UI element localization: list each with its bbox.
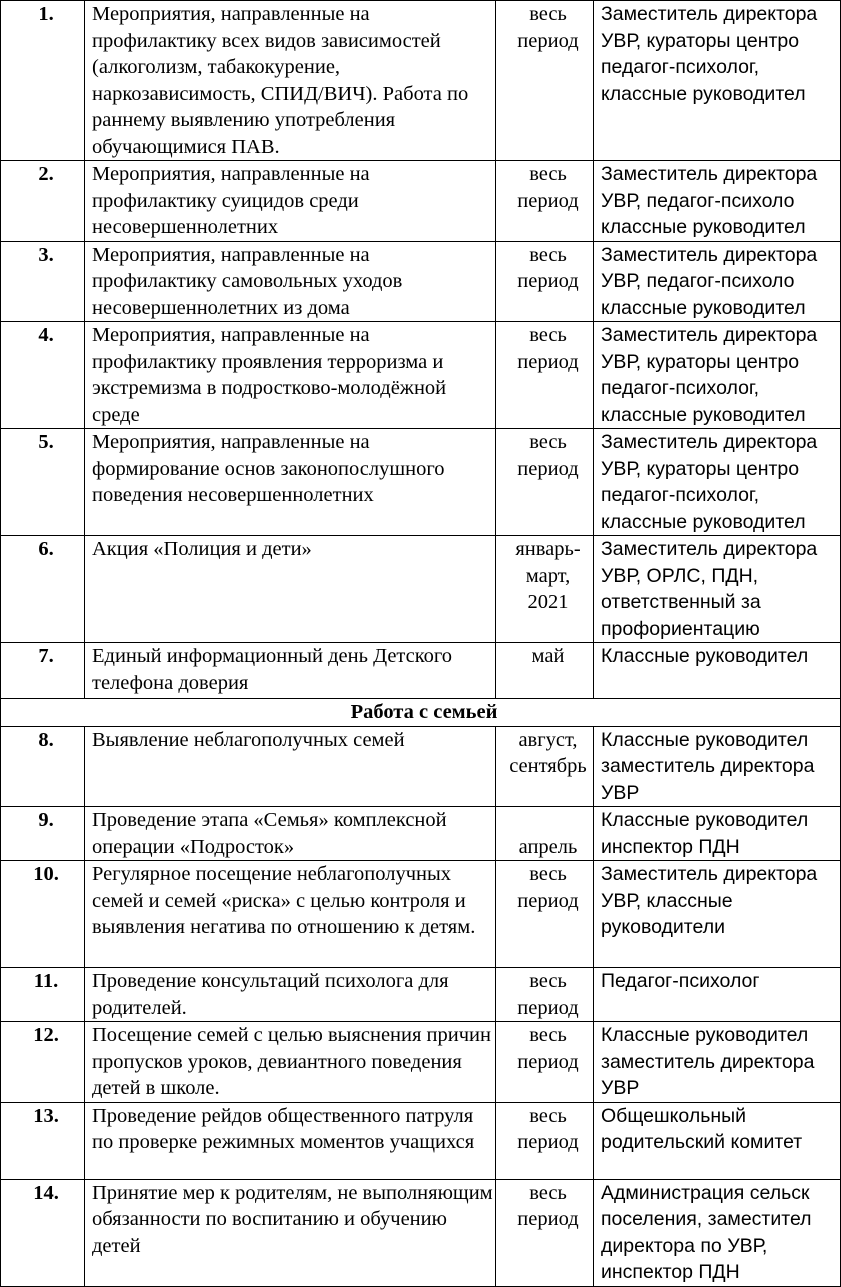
- responsible-line: Классные руководител: [601, 1024, 809, 1046]
- table-row: [1, 643, 841, 699]
- responsible-persons: [594, 643, 841, 699]
- period-text: весь период: [517, 1024, 579, 1073]
- event-description: Мероприятия, направленные на профилактику самовольных уходов несовершеннолетних из дома: [85, 241, 496, 322]
- responsible-line: классные руководител: [601, 216, 806, 238]
- responsible-line: классные руководител: [601, 510, 806, 533]
- event-description: Мероприятия, направленные на профилактику проявления терроризма и экстремизма в подростково-молодёжной среде: [85, 322, 496, 429]
- table-body-block-1: [1, 1, 841, 699]
- period-text: весь период: [517, 431, 579, 480]
- responsible-line: Классные руководител: [601, 728, 809, 751]
- event-period: [496, 322, 594, 429]
- responsible-line: инспектор ПДН: [601, 835, 740, 858]
- responsible-line: заместитель директора: [601, 1050, 815, 1073]
- period-text: весь период: [517, 1104, 579, 1153]
- responsible-persons: [594, 861, 841, 968]
- responsible-line: профориентацию: [601, 617, 760, 640]
- responsible-line: классные руководител: [601, 296, 806, 319]
- responsible-line: Педагог-психолог: [601, 970, 760, 992]
- responsible-line: УВР, педагог-психоло: [601, 270, 795, 292]
- table-row: [1, 322, 841, 429]
- responsible-line: УВР, классные: [601, 889, 733, 912]
- responsible-line: Заместитель директора: [601, 3, 818, 25]
- responsible-line: педагог-психолог,: [601, 56, 760, 78]
- responsible-line: Администрация сельск: [601, 1181, 810, 1204]
- table-row: [1, 807, 841, 861]
- responsible-line: классные руководител: [601, 82, 806, 105]
- event-description: Принятие мер к родителям, не выполняющим обязанности по воспитанию и обучению детей: [85, 1179, 496, 1286]
- event-description: Единый информационный день Детского телефона доверия: [85, 643, 496, 699]
- row-number: 5.: [1, 429, 85, 536]
- responsible-line: ответственный за: [601, 591, 761, 613]
- section-header: [1, 699, 841, 727]
- event-period: [496, 1, 594, 161]
- row-number: 10.: [1, 861, 85, 968]
- event-description: Проведение консультаций психолога для родителей.: [85, 968, 496, 1022]
- event-description: Мероприятия, направленные на профилактику всех видов зависимостей (алкоголизм, табакокурение, наркозависимость, СПИД/ВИЧ). Работа по раннему выявлению употребления обучающимися ПАВ.: [85, 1, 496, 161]
- table-row: [1, 861, 841, 968]
- table-row: [1, 1022, 841, 1103]
- period-text: май: [531, 645, 565, 667]
- responsible-line: директора по УВР,: [601, 1234, 768, 1257]
- responsible-persons: [594, 1022, 841, 1103]
- event-description: Проведение рейдов общественного патруля по проверке режимных моментов учащихся: [85, 1102, 496, 1179]
- responsible-line: Заместитель директора: [601, 431, 818, 453]
- row-number: 2.: [1, 161, 85, 242]
- table-row: [1, 968, 841, 1022]
- table-row: [1, 1102, 841, 1179]
- event-period: [496, 429, 594, 536]
- responsible-persons: [594, 241, 841, 322]
- row-number: 6.: [1, 536, 85, 643]
- responsible-persons: [594, 536, 841, 643]
- table-row: [1, 161, 841, 242]
- table-body-block-2: [1, 726, 841, 1286]
- row-number: 12.: [1, 1022, 85, 1103]
- table-row: [1, 1179, 841, 1286]
- responsible-line: поселения, заместител: [601, 1208, 812, 1230]
- section-title: Работа с семьей: [1, 699, 841, 727]
- responsible-persons: [594, 968, 841, 1022]
- period-text: апрель: [518, 835, 578, 858]
- row-number: 7.: [1, 643, 85, 699]
- responsible-line: классные руководител: [601, 403, 806, 426]
- row-number: 8.: [1, 726, 85, 807]
- responsible-persons: [594, 1179, 841, 1286]
- period-text: август, сентябрь: [509, 728, 587, 777]
- responsible-line: УВР, кураторы центро: [601, 457, 800, 480]
- event-period: [496, 1102, 594, 1179]
- responsible-line: УВР, кураторы центро: [601, 29, 800, 52]
- responsible-line: УВР: [601, 781, 640, 804]
- event-period: [496, 161, 594, 242]
- responsible-line: УВР, ОРЛС, ПДН,: [601, 564, 759, 587]
- responsible-line: педагог-психолог,: [601, 377, 760, 399]
- row-number: 3.: [1, 241, 85, 322]
- event-period: [496, 1179, 594, 1286]
- period-text: весь период: [517, 3, 579, 52]
- period-text: весь период: [517, 163, 579, 212]
- row-number: 13.: [1, 1102, 85, 1179]
- responsible-line: родительский комитет: [601, 1131, 803, 1153]
- event-description: Мероприятия, направленные на формирование основ законопослушного поведения несовершеннолетних: [85, 429, 496, 536]
- responsible-line: УВР: [601, 1077, 640, 1099]
- responsible-line: Заместитель директора: [601, 243, 818, 266]
- event-description: Акция «Полиция и дети»: [85, 536, 496, 643]
- event-description: Регулярное посещение неблагополучных семей и семей «риска» с целью контроля и выявления негатива по отношению к детям.: [85, 861, 496, 968]
- responsible-persons: [594, 161, 841, 242]
- row-number: 9.: [1, 807, 85, 861]
- event-period: [496, 1022, 594, 1103]
- table-row: [1, 1, 841, 161]
- event-period: [496, 968, 594, 1022]
- event-description: Проведение этапа «Семья» комплексной операции «Подросток»: [85, 807, 496, 861]
- responsible-persons: [594, 807, 841, 861]
- event-description: Посещение семей с целью выяснения причин пропусков уроков, девиантного поведения детей в школе.: [85, 1022, 496, 1103]
- event-period: [496, 536, 594, 643]
- event-period: [496, 861, 594, 968]
- row-number: 1.: [1, 1, 85, 161]
- responsible-persons: [594, 1102, 841, 1179]
- responsible-line: руководители: [601, 916, 725, 938]
- table-row: [1, 726, 841, 807]
- period-text: весь период: [517, 324, 579, 373]
- responsible-line: Общешкольный: [601, 1104, 747, 1127]
- responsible-persons: [594, 726, 841, 807]
- event-period: [496, 807, 594, 861]
- responsible-line: УВР, кураторы центро: [601, 350, 800, 373]
- responsible-line: Заместитель директора: [601, 324, 818, 346]
- event-description: Выявление неблагополучных семей: [85, 726, 496, 807]
- period-text: весь период: [517, 970, 579, 1019]
- responsible-line: заместитель директора: [601, 755, 815, 777]
- event-period: [496, 241, 594, 322]
- responsible-line: УВР, педагог-психоло: [601, 189, 795, 212]
- period-text: весь период: [517, 1181, 579, 1230]
- period-text: весь период: [517, 243, 579, 292]
- section-row: [1, 699, 841, 727]
- responsible-persons: [594, 429, 841, 536]
- table-row: [1, 536, 841, 643]
- row-number: 11.: [1, 968, 85, 1022]
- responsible-persons: [594, 322, 841, 429]
- responsible-line: Классные руководител: [601, 645, 809, 667]
- responsible-line: Заместитель директора: [601, 163, 818, 185]
- period-text: весь период: [517, 863, 579, 912]
- responsible-line: Заместитель директора: [601, 863, 818, 885]
- row-number: 14.: [1, 1179, 85, 1286]
- period-text: январь-март, 2021: [515, 538, 581, 613]
- responsible-persons: [594, 1, 841, 161]
- table-row: [1, 241, 841, 322]
- event-period: [496, 643, 594, 699]
- row-number: 4.: [1, 322, 85, 429]
- table-row: [1, 429, 841, 536]
- responsible-line: инспектор ПДН: [601, 1261, 740, 1283]
- responsible-line: педагог-психолог,: [601, 484, 760, 506]
- event-description: Мероприятия, направленные на профилактику суицидов среди несовершеннолетних: [85, 161, 496, 242]
- responsible-line: Заместитель директора: [601, 538, 818, 560]
- event-period: [496, 726, 594, 807]
- responsible-line: Классные руководител: [601, 809, 809, 831]
